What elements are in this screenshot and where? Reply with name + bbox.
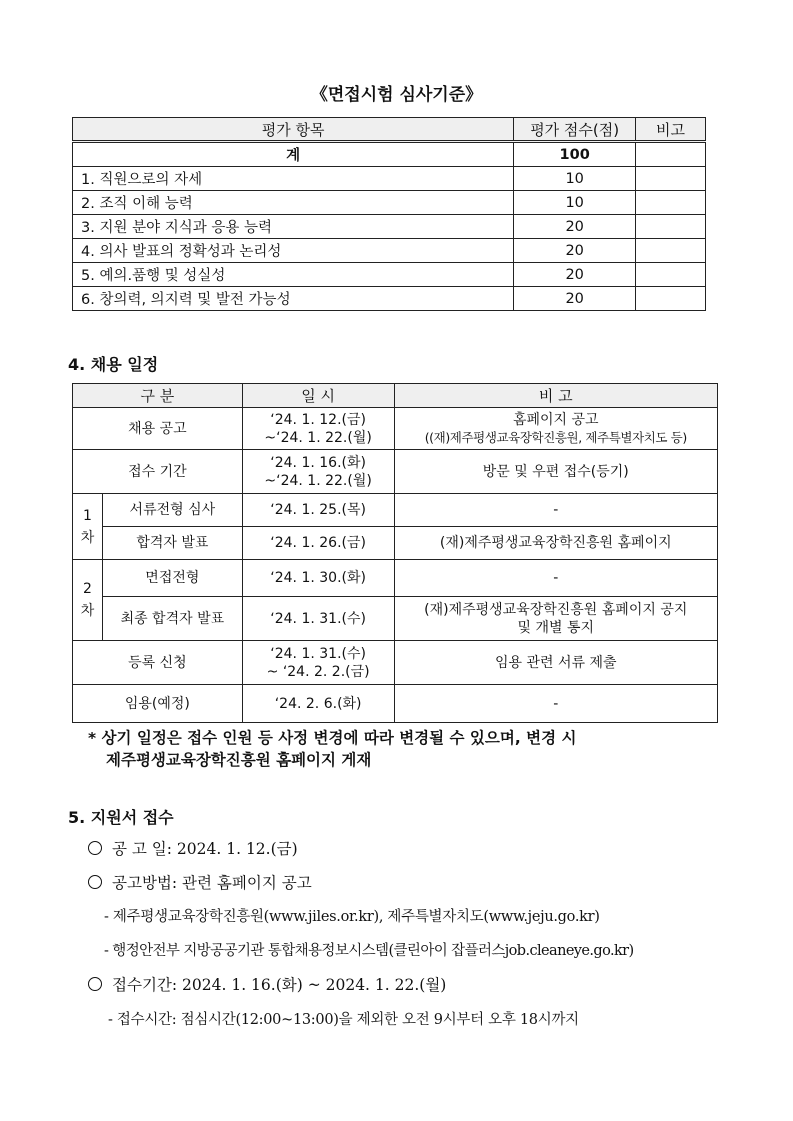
- header-item: 평가 항목: [73, 118, 514, 142]
- row-date: ‘24. 1. 12.(금) ~‘24. 1. 22.(월): [242, 408, 394, 450]
- item: 3. 지원 분야 지식과 응용 능력: [73, 215, 514, 239]
- row-date: ‘24. 1. 31.(수): [242, 597, 394, 641]
- row-date: ‘24. 2. 6.(화): [242, 685, 394, 723]
- circle-bullet-icon: [88, 841, 102, 855]
- section-5-heading: 5. 지원서 접수: [68, 808, 174, 827]
- score: 10: [514, 191, 636, 215]
- stage-1-label: 1 차: [73, 494, 103, 560]
- row-label: 등록 신청: [73, 641, 243, 685]
- announce-site-2: - 행정안전부 지방공공기관 통합채용정보시스템(클린아이 잡플러스job.cleaneye.go.kr): [104, 943, 634, 959]
- score: 10: [514, 167, 636, 191]
- table-row: [73, 527, 718, 560]
- page-title: 《면접시험 심사기준》: [310, 85, 483, 105]
- row-remark: 임용 관련 서류 제출: [394, 641, 717, 685]
- row-date: ‘24. 1. 26.(금): [242, 527, 394, 560]
- row-date: ‘24. 1. 16.(화) ~‘24. 1. 22.(월): [242, 450, 394, 494]
- announce-site-1: - 제주평생교육장학진흥원(www.jiles.or.kr), 제주특별자치도(www.jeju.go.kr): [104, 909, 600, 925]
- item: 4. 의사 발표의 정확성과 논리성: [73, 239, 514, 263]
- table-row: [73, 239, 706, 263]
- header-score: 평가 점수(점): [514, 118, 636, 142]
- row-label: 면접전형: [102, 560, 242, 597]
- section-4-heading: 4. 채용 일정: [68, 355, 159, 374]
- row-date: ‘24. 1. 25.(목): [242, 494, 394, 527]
- schedule-table: [72, 383, 718, 723]
- application-hours: - 접수시간: 점심시간(12:00~13:00)을 제외한 오전 9시부터 오후 18시까지: [108, 1012, 579, 1028]
- total-label: 계: [73, 142, 514, 167]
- row-remark: 방문 및 우편 접수(등기): [394, 450, 717, 494]
- table-row: [73, 450, 718, 494]
- table-row: [73, 215, 706, 239]
- score: 20: [514, 287, 636, 311]
- score: 20: [514, 239, 636, 263]
- score: 20: [514, 215, 636, 239]
- table-row: [73, 597, 718, 641]
- table-row: [73, 494, 718, 527]
- row-label: 최종 합격자 발표: [102, 597, 242, 641]
- header-date: 일 시: [242, 384, 394, 408]
- table-row: [73, 685, 718, 723]
- row-label: 합격자 발표: [102, 527, 242, 560]
- evaluation-criteria-table: [72, 117, 706, 311]
- row-label: 채용 공고: [73, 408, 243, 450]
- table-row: [73, 263, 706, 287]
- row-remark: -: [394, 685, 717, 723]
- row-remark: -: [394, 560, 717, 597]
- stage-2-label: 2 차: [73, 560, 103, 641]
- row-remark: 홈페이지 공고 ((재)제주평생교육장학진흥원, 제주특별자치도 등): [394, 408, 717, 450]
- item: 2. 조직 이해 능력: [73, 191, 514, 215]
- table-row: [73, 641, 718, 685]
- score: 20: [514, 263, 636, 287]
- row-date: ‘24. 1. 30.(화): [242, 560, 394, 597]
- total-score: 100: [514, 142, 636, 167]
- row-label: 접수 기간: [73, 450, 243, 494]
- header-remark: 비 고: [394, 384, 717, 408]
- table-row: [73, 560, 718, 597]
- row-label: 서류전형 심사: [102, 494, 242, 527]
- announce-date: 공 고 일: 2024. 1. 12.(금): [88, 837, 298, 859]
- item: 1. 직원으로의 자세: [73, 167, 514, 191]
- announce-method: 공고방법: 관련 홈페이지 공고: [88, 871, 312, 893]
- circle-bullet-icon: [88, 977, 102, 991]
- header-category: 구 분: [73, 384, 243, 408]
- row-label: 임용(예정): [73, 685, 243, 723]
- header-remark: 비고: [636, 118, 706, 142]
- table-row: [73, 191, 706, 215]
- table-row: [73, 408, 718, 450]
- table-row: [73, 167, 706, 191]
- total-row: [73, 142, 706, 167]
- row-remark: -: [394, 494, 717, 527]
- row-remark: (재)제주평생교육장학진흥원 홈페이지 공지 및 개별 통지: [394, 597, 717, 641]
- row-date: ‘24. 1. 31.(수) ~ ‘24. 2. 2.(금): [242, 641, 394, 685]
- application-period: 접수기간: 2024. 1. 16.(화) ~ 2024. 1. 22.(월): [88, 973, 446, 995]
- row-remark: (재)제주평생교육장학진흥원 홈페이지: [394, 527, 717, 560]
- item: 6. 창의력, 의지력 및 발전 가능성: [73, 287, 514, 311]
- schedule-note: * 상기 일정은 접수 인원 등 사정 변경에 따라 변경될 수 있으며, 변경 시 제주평생교육장학진흥원 홈페이지 게재: [88, 729, 577, 769]
- table-row: [73, 287, 706, 311]
- item: 5. 예의.품행 및 성실성: [73, 263, 514, 287]
- circle-bullet-icon: [88, 875, 102, 889]
